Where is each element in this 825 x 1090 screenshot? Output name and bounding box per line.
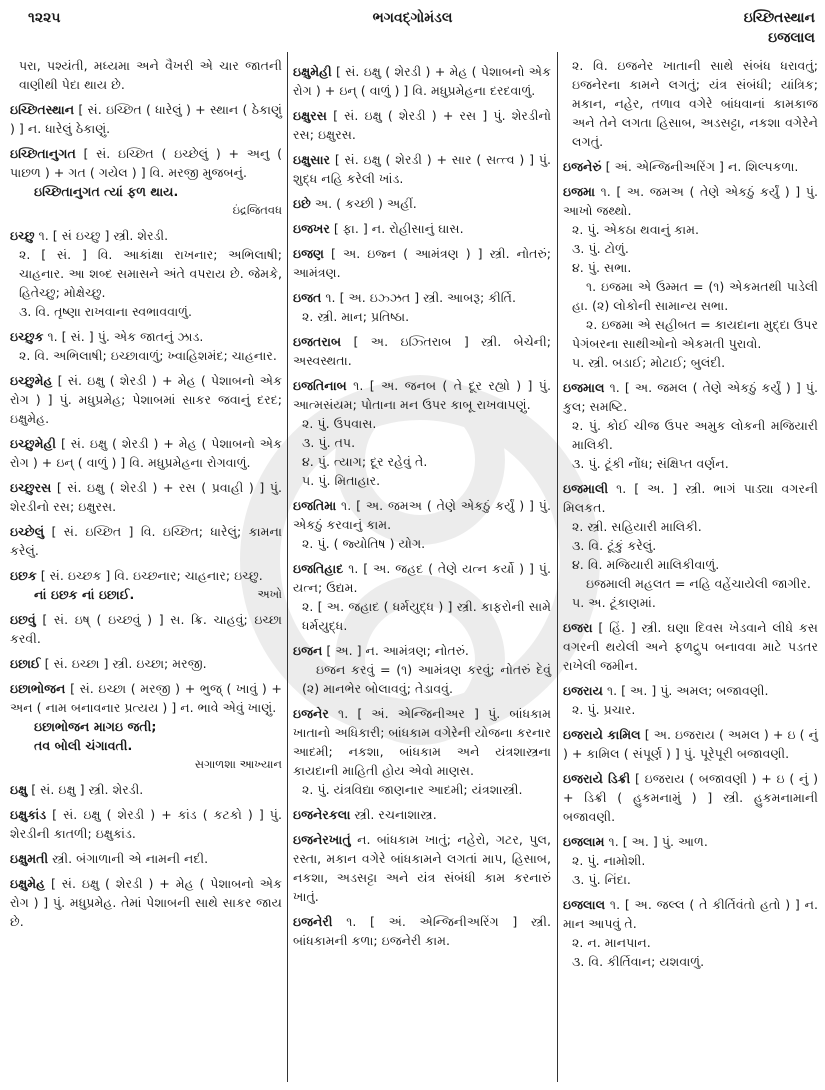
definition-text: [ સં. ઇચ્છક ] વિ. ઇચ્છનાર; ચાહનાર; ઇચ્છુ. <box>40 568 263 583</box>
definition-text: ૧. [ અ. ] સ્ત્રી. ભાગં પાડ્યા વગરની મિલકત. <box>563 481 818 515</box>
dictionary-entry <box>10 226 282 245</box>
definition-text: ૩. પું. નિંદા. <box>572 872 631 887</box>
dictionary-entry <box>293 559 551 597</box>
dictionary-entry <box>563 769 818 826</box>
definition-text: ૨. [ અ. જહાદ ( ધર્મયુદ્ધ ) ] સ્ત્રી. કાફરોની સામે ધર્મયુદ્ધ. <box>302 599 551 633</box>
definition-text: ઇંદ્રજિતવધ <box>232 203 282 217</box>
definition-text: ૨. પું. યંત્રવિદ્યા જાણનાર આદમી; યંત્રશાસ્ત્રી. <box>302 782 523 797</box>
page-number: ૧૨૨૫ <box>28 10 61 26</box>
quotation <box>10 182 282 201</box>
definition-text: ૧. ઇજમા એ ઉમ્મત = (૧) એકમતથી પાડેલી હા. (૨) લોકોની સામાન્ય સભા. <box>572 279 818 313</box>
headword: ઇક્ષુમેહ <box>10 876 46 891</box>
definition-text: [ સં. ઇષ્ ( ઇચ્છવું ) ] સ. ક્રિ. ચાહવું; ઇચ્છા કરવી. <box>10 612 282 646</box>
definition-text: [ સં. ઇક્ષુ ( શેરડી ) + મેહ ( પેશાબનો એક રોગ ) + ઇન્ ( વાળું ) ] વિ. મધુપ્રમેહના રોગવાળું. <box>10 436 282 470</box>
entry-sense <box>563 555 818 574</box>
headword: ઇક્ષુ <box>10 782 28 797</box>
dictionary-entry <box>563 618 818 675</box>
definition-text: [ સં. ઇક્ષુ ( શેરડી ) + રસ ] પું. શેરડીનો રસ; ઇક્ષુરસ. <box>293 108 551 142</box>
definition-text: ૧. [ સં. ] પું. એક જાતનું ઝાડ. <box>47 329 204 344</box>
definition-text: ૪. પું. ત્યાગ; દૂર રહેવું તે. <box>302 454 428 469</box>
headword: ઇછવું <box>10 612 36 627</box>
usage-example <box>293 660 551 698</box>
headword: ઇજરા <box>563 620 593 635</box>
definition-text: સગાળશા આખ્યાન <box>194 757 282 771</box>
dictionary-entry <box>563 378 818 416</box>
entry-sense <box>293 471 551 490</box>
headword: ઇજનેરખાતું <box>293 832 351 847</box>
dictionary-entry <box>563 832 818 851</box>
headword: ઇચ્છુમેહ <box>10 373 53 388</box>
headword: ઇચ્છિતસ્થાન <box>10 102 75 117</box>
entry-sense <box>563 851 818 870</box>
entry-sense <box>293 307 551 326</box>
dictionary-entry <box>563 182 818 220</box>
guide-word-first: ઇચ્છિતસ્થાન <box>743 10 815 26</box>
dictionary-entry <box>563 895 818 933</box>
headword: ઇછે <box>293 196 311 211</box>
entry-sense <box>293 780 551 799</box>
definition-text: ૫. સ્ત્રી. બડાઈ; મોટાઈ; બુલંદી. <box>572 355 726 370</box>
headword: ઇચ્છેલું <box>10 524 45 539</box>
definition-text: [ હિં. ] સ્ત્રી. ઘણા દિવસ ખેડવાને લીધે કસ વગરની થયેલી અને ફળદ્રુપ બનાવવા માટે પડતર રાખેલી જમીન. <box>563 620 818 673</box>
definition-text: [ સં. ઇચ્છિત ( ઇચ્છેલું ) + અનુ ( પાછળ ) + ગત ( ગયેલ ) ] વિ. મરજી મુજબનું. <box>10 146 282 180</box>
headword: ઇજનેરકલા <box>293 807 351 822</box>
entry-sense <box>293 452 551 471</box>
definition-text: [ સં. ઇચ્છા ] સ્ત્રી. ઇચ્છા; મરજી. <box>44 656 207 671</box>
column-3 <box>563 56 818 971</box>
quotation-source <box>10 201 282 220</box>
definition-text: ૧. [ અ. જલ્લ ( તે કીર્તિવંતો હતો ) ] ન. માન આપવું તે. <box>563 897 818 931</box>
quotation <box>10 736 282 755</box>
definition-text: ૨. [ સં. ] વિ. આકાંક્ષા રાખનાર; અભિલાષી; ચાહનાર. આ શબ્દ સમાસને અંતે વપરાય છે. જેમકે, હિતેચ્છુ; મોક્ષેચ્છુ. <box>19 247 282 300</box>
quotation <box>10 717 282 736</box>
definition-text: [ અ. ] ન. આમંત્રણ; નોતરું. <box>326 643 469 658</box>
definition-text: તવ બોલી ચંગાવતી. <box>34 738 133 753</box>
headword: ઇજમાલ <box>563 380 605 395</box>
dictionary-entry <box>10 144 282 182</box>
definition-text: ૨. વિ. ઇજનેર ખાતાની સાથે સંબંધ ધરાવતું; ઇજનેરના કામને લગતું; યંત્ર સંબંધી; યાંત્રિક; મકાન, નહેર, તળાવ વગેરે બાંધવાનાં કામકાજ અને તેને લગતા હિસાબ, અડસટ્ટા, નકશા વગેરેને લગતું. <box>572 58 818 149</box>
dictionary-entry <box>293 805 551 824</box>
dictionary-entry <box>563 681 818 700</box>
usage-example <box>563 315 818 353</box>
dictionary-entry <box>563 725 818 763</box>
definition-text: ૧. [ અ. ] પું. અમલ; બજાવણી. <box>606 683 769 698</box>
definition-text: ૧. [ અ. જમલ ( તેણે એકઠું કર્યું ) ] પું. કુલ; સમષ્ટિ. <box>563 380 818 414</box>
dictionary-entry <box>10 654 282 673</box>
definition-text: ૨. વિ. અભિલાષી; ઇચ્છાવાળું; ખ્વાહિશમંદ; ચાહનાર. <box>19 348 277 363</box>
definition-text: ૧. [ સં ઇચ્છુ ] સ્ત્રી. શેરડી. <box>38 228 169 243</box>
column-2 <box>293 56 551 950</box>
definition-text: ૩. પું. ટોળું. <box>572 241 629 256</box>
headword: ઇક્ષુકાંડ <box>10 807 47 822</box>
headword: ઇચ્છિતાનુગત <box>10 146 76 161</box>
definition-text: [ સં. ઇચ્છિત ] વિ. ઇચ્છિત; ધારેલું; કામના કરેલું. <box>10 524 282 558</box>
definition-text: અ. ( કચ્છી ) અહીં. <box>314 196 417 211</box>
entry-sense <box>293 597 551 635</box>
definition-text: ૫. અ. ટૂંકાણમાં. <box>572 595 656 610</box>
definition-text: ૨. સ્ત્રી. માન; પ્રતિષ્ઠા. <box>302 309 410 324</box>
definition-text: ન. બાંધકામ ખાતું; નહેરો, ગટર, પુલ, રસ્તા, મકાન વગેરે બાંધકામને લગતાં માપ, હિસાબ, નકશા, અડસટ્ટા અને યંત્ર સંબંધી કામ કરનારું ખાતું. <box>293 832 551 904</box>
definition-text: [ સં. ઇક્ષુ ( શેરડી ) + મેહ ( પેશાબનો એક રોગ ) ] પું. મધુપ્રમેહ. તેમાં પેશાબની સાથે સાકર જાય છે. <box>10 876 282 929</box>
entry-sense <box>563 56 818 151</box>
entry-sense <box>293 534 551 553</box>
definition-text: [ ફા. ] ન. રોહીસાનું ઘાસ. <box>333 221 464 236</box>
definition-text: ૪. પું. સભા. <box>572 260 632 275</box>
definition-text: ૧. [ અં. એન્જિનીઅરિંગ ] સ્ત્રી. બાંધકામની કળા; ઇજનેરી કામ. <box>293 914 551 948</box>
definition-text: ઇજન કરવું = (૧) આમંત્રણ કરવું; નોતરું દેવું (૨) માનભેર બોલાવવું; તેડાવવું. <box>302 662 551 696</box>
definition-text: ૪. વિ. મજિયારી માલિકીવાળું. <box>572 557 720 572</box>
headword: ઇચ્છુરસ <box>10 480 52 495</box>
definition-text: [ સં. ઇક્ષુ ( શેરડી ) + રસ ( પ્રવાહી ) ] પું. શેરડીનો રસ; ઇક્ષુરસ. <box>10 480 282 514</box>
dictionary-entry <box>293 288 551 307</box>
dictionary-entry <box>10 522 282 560</box>
definition-text: ૧. [ અ. જનબ ( તે દૂર રહ્યો ) ] પું. આત્મસંયમ; પોતાના મન ઉપર કાબૂ રાખવાપણું. <box>293 378 551 412</box>
definition-text: ૨. પું. એકઠા થવાનું કામ. <box>572 222 700 237</box>
definition-text: ૧. [ અ. જમઅ ( તેણે એકઠું કર્યું ) ] પું. આખો જથ્થો. <box>563 184 818 218</box>
entry-sense <box>563 454 818 473</box>
column-divider <box>287 52 288 1082</box>
definition-text: ૨. સ્ત્રી. સહિયારી માલિકી. <box>572 519 702 534</box>
dictionary-entry <box>293 62 551 100</box>
definition-text: [ સં. ઇચ્છિત ( ધારેલું ) + સ્થાન ( ઠેકાણું ) ] ન. ધારેલું ઠેકાણું. <box>10 102 282 136</box>
dictionary-entry <box>10 566 282 585</box>
headword: ઇજતરાબ <box>293 334 342 349</box>
entry-sense <box>10 245 282 302</box>
dictionary-entry <box>563 157 818 176</box>
dictionary-entry <box>293 830 551 906</box>
entry-sense <box>563 536 818 555</box>
definition-text: [ સં. ઇક્ષુ ( શેરડી ) + સાર ( સત્ત્વ ) ] પું. શુદ્ધ નહિ કરેલી ખાંડ. <box>293 152 551 186</box>
definition-text: ઇછાભોજન માગઇ જતી; <box>34 719 157 734</box>
headword: ઇચ્છુમેહી <box>10 436 57 451</box>
definition-text: ૨. ઇજમા એ સહીબત = કાયદાના મુદ્દા ઉપર પેગંબરના સાથીઓનો એકમતી પુરાવો. <box>572 317 818 351</box>
headword: ઇજરાયે કામિલ <box>563 727 641 742</box>
entry-sense <box>563 517 818 536</box>
definition-text: ૧. [ અ. જમઅ ( તેણે એકઠું કર્યું ) ] પું. એકઠું કરવાનું કામ. <box>293 498 551 532</box>
headword: ઇજનેર <box>293 706 329 721</box>
dictionary-entry <box>563 479 818 517</box>
headword: ઇજમા <box>563 184 595 199</box>
headword: ઇક્ષુરસ <box>293 108 327 123</box>
entry-sense <box>563 239 818 258</box>
definition-text: ૧. [ અ. ] પું. આળ. <box>608 834 708 849</box>
headword: ઇછાભોજન <box>10 681 66 696</box>
dictionary-entry <box>10 610 282 648</box>
quotation-source <box>10 755 282 774</box>
dictionary-entry <box>293 912 551 950</box>
entry-sense <box>563 220 818 239</box>
dictionary-entry <box>293 496 551 534</box>
dictionary-entry <box>293 106 551 144</box>
dictionary-entry <box>10 874 282 931</box>
entry-sense <box>10 346 282 365</box>
definition-text: [ સં. ઇક્ષુ ] સ્ત્રી. શેરડી. <box>31 782 144 797</box>
definition-text: નાં ઇછક નાં ઇછાઈ. <box>34 587 135 602</box>
headword: ઇજનેરી <box>293 914 333 929</box>
definition-text: ૩. વિ. તૃષ્ણા રાખવાના સ્વભાવવાળું. <box>19 304 192 319</box>
headword: ઇજતિનાબ <box>293 378 347 393</box>
headword: ઇજતિહાદ <box>293 561 344 576</box>
definition-text: [ સં. ઇચ્છા ( મરજી ) + ભુજ્ ( ખાવું ) + અન ( નામ બનાવનાર પ્રત્યય ) ] ન. ભાવે એવું ખાણું. <box>10 681 282 715</box>
entry-sense <box>563 700 818 719</box>
quotation <box>10 585 282 604</box>
headword: ઇજણ <box>293 246 324 261</box>
entry-sense <box>293 414 551 433</box>
definition-text: ૨. પું. ઉપવાસ. <box>302 416 377 431</box>
definition-text: [ ઇજરાય ( બજાવણી ) + ઇ ( નું ) + ડિક્રી ( હુકમનામું ) ] સ્ત્રી. હુકમનામાની બજાવણી. <box>563 771 818 824</box>
entry-sense <box>563 258 818 277</box>
definition-text: ૩. પું. ટૂંકી નોંધ; સંક્ષિપ્ત વર્ણન. <box>572 456 729 471</box>
definition-text: ૩. પું. તપ. <box>302 435 356 450</box>
entry-sense <box>563 933 818 952</box>
dictionary-entry <box>10 805 282 843</box>
headword: ઇછાઈ <box>10 656 41 671</box>
definition-text: [ સં. ઇક્ષુ ( શેરડી ) + કાંડ ( કટકો ) ] પું. શેરડીની કાતળી; ઇક્ષુકાંડ. <box>10 807 282 841</box>
dictionary-entry <box>293 150 551 188</box>
definition-text: [ અ. ઇજ્ન ( આમંત્રણ ) ] સ્ત્રી. નોતરું; આમંત્રણ. <box>293 246 551 280</box>
definition-text: [ અં. એન્જિનીઅરિંગ ] ન. શિલ્પકળા. <box>605 159 799 174</box>
usage-example <box>563 277 818 315</box>
entry-sense <box>563 416 818 454</box>
headword: ઇજલાલ <box>563 897 606 912</box>
headword: ઇજતિમા <box>293 498 337 513</box>
quotation-source: અખો <box>257 587 282 601</box>
dictionary-entry <box>10 849 282 868</box>
definition-text: [ અ. ઇઝ્તિરાબ ] સ્ત્રી. બેચેની; અસ્વસ્થતા. <box>293 334 551 368</box>
column-divider <box>557 52 558 1082</box>
dictionary-entry <box>10 478 282 516</box>
definition-text: પરા, પશ્યંતી, મધ્યમા અને વૈખરી એ ચાર જાતની વાણીથી પેદા થાય છે. <box>19 58 282 92</box>
headword: ઇચ્છુ <box>10 228 35 243</box>
definition-text: ૨. પું. પ્રચાર. <box>572 702 636 717</box>
dictionary-entry <box>10 679 282 717</box>
headword: ઇજત <box>293 290 322 305</box>
dictionary-entry <box>293 376 551 414</box>
headword: ઇજનેરું <box>563 159 602 174</box>
running-title: ભગવદ્ગોમંડલ <box>372 10 453 26</box>
guide-word-last: ઇજલાલ <box>768 30 815 46</box>
definition-text: ૧. [ અ. ઇઝ્ઝત ] સ્ત્રી. આબરૂ; કીર્તિ. <box>325 290 516 305</box>
entry-sense <box>293 433 551 452</box>
definition-text: ૩. વિ. કીર્તિવાન; યશવાળું. <box>572 954 705 969</box>
headword: ઇછક <box>10 568 37 583</box>
entry-sense <box>10 302 282 321</box>
definition-text: ૨. ન. માનપાન. <box>572 935 651 950</box>
entry-continuation <box>10 56 282 94</box>
entry-sense <box>563 353 818 372</box>
dictionary-entry <box>293 332 551 370</box>
definition-text: ઇચ્છિતાનુગત ત્યાં ફળ થાય. <box>34 184 179 199</box>
headword: ઇજલામ <box>563 834 605 849</box>
definition-text: ૩. વિ. ટૂંકું કરેલું. <box>572 538 657 553</box>
definition-text: ૧. [ અં. એન્જિનીઅર ] પું. બાંધકામ ખાતાનો અધિકારી; બાંધકામ વગેરેની યોજના કરનાર આદમી; નકશા, બાંધકામ અને યંત્રશાસ્ત્રના કાયદાની માહિતી હોય એવો માણસ. <box>293 706 551 778</box>
definition-text: સ્ત્રી. રચનાશાસ્ત્ર. <box>354 807 437 822</box>
definition-text: [ સં. ઇક્ષુ ( શેરડી ) + મેહ ( પેશાબનો એક રોગ ) ] પું. મધુપ્રમેહ; પેશાબમાં સાકર જવાનું દરદ; ઇક્ષુમેહ. <box>10 373 282 426</box>
usage-example <box>563 574 818 593</box>
headword: ઇક્ષુસાર <box>293 152 331 167</box>
definition-text: ૨. પું. ( જ્યોતિષ ) યોગ. <box>302 536 426 551</box>
definition-text: ૨. પું. કોઈ ચીજ ઉપર અમુક લોકની મજિયારી માલિકી. <box>572 418 818 452</box>
entry-sense <box>563 952 818 971</box>
definition-text: ૨. પું. નામોશી. <box>572 853 646 868</box>
headword: ઇક્ષુમતી <box>10 851 49 866</box>
entry-sense <box>563 870 818 889</box>
dictionary-entry <box>10 434 282 472</box>
column-1 <box>10 56 282 931</box>
dictionary-entry <box>293 641 551 660</box>
headword: ઇજરાયે ડિક્રી <box>563 771 631 786</box>
dictionary-entry <box>293 194 551 213</box>
definition-text: ઇજમાલી મહલત = નહિ વહેંચાયેલી જાગીર. <box>586 576 811 591</box>
entry-sense <box>563 593 818 612</box>
headword: ઇજરાય <box>563 683 603 698</box>
dictionary-entry <box>10 780 282 799</box>
definition-text: [ સં. ઇક્ષુ ( શેરડી ) + મેહ ( પેશાબનો એક રોગ ) + ઇન્ ( વાળું ) ] વિ. મધુપ્રમેહના દરદવાળું. <box>293 64 551 98</box>
dictionary-entry <box>293 219 551 238</box>
headword: ઇક્ષુમેહી <box>293 64 332 79</box>
headword: ઇજન <box>293 643 323 658</box>
dictionary-entry <box>293 704 551 780</box>
dictionary-entry <box>293 244 551 282</box>
dictionary-entry <box>10 327 282 346</box>
headword: ઇજખર <box>293 221 330 236</box>
dictionary-entry <box>10 100 282 138</box>
definition-text: સ્ત્રી. બંગાળાની એ નામની નદી. <box>52 851 209 866</box>
dictionary-entry <box>10 371 282 428</box>
headword: ઇચ્છુક <box>10 329 44 344</box>
definition-text: ૫. પું. મિતાહાર. <box>302 473 381 488</box>
definition-text: ૧. [ અ. જહદ ( તેણે યત્ન કર્યો ) ] પું. યત્ન; ઉદ્યમ. <box>293 561 551 595</box>
definition-text: [ અ. ઇજરાય ( અમલ ) + ઇ ( નું ) + કામિલ ( સંપૂર્ણ ) ] પું. પૂરેપૂરી બજાવણી. <box>563 727 818 761</box>
headword: ઇજમાલી <box>563 481 609 496</box>
